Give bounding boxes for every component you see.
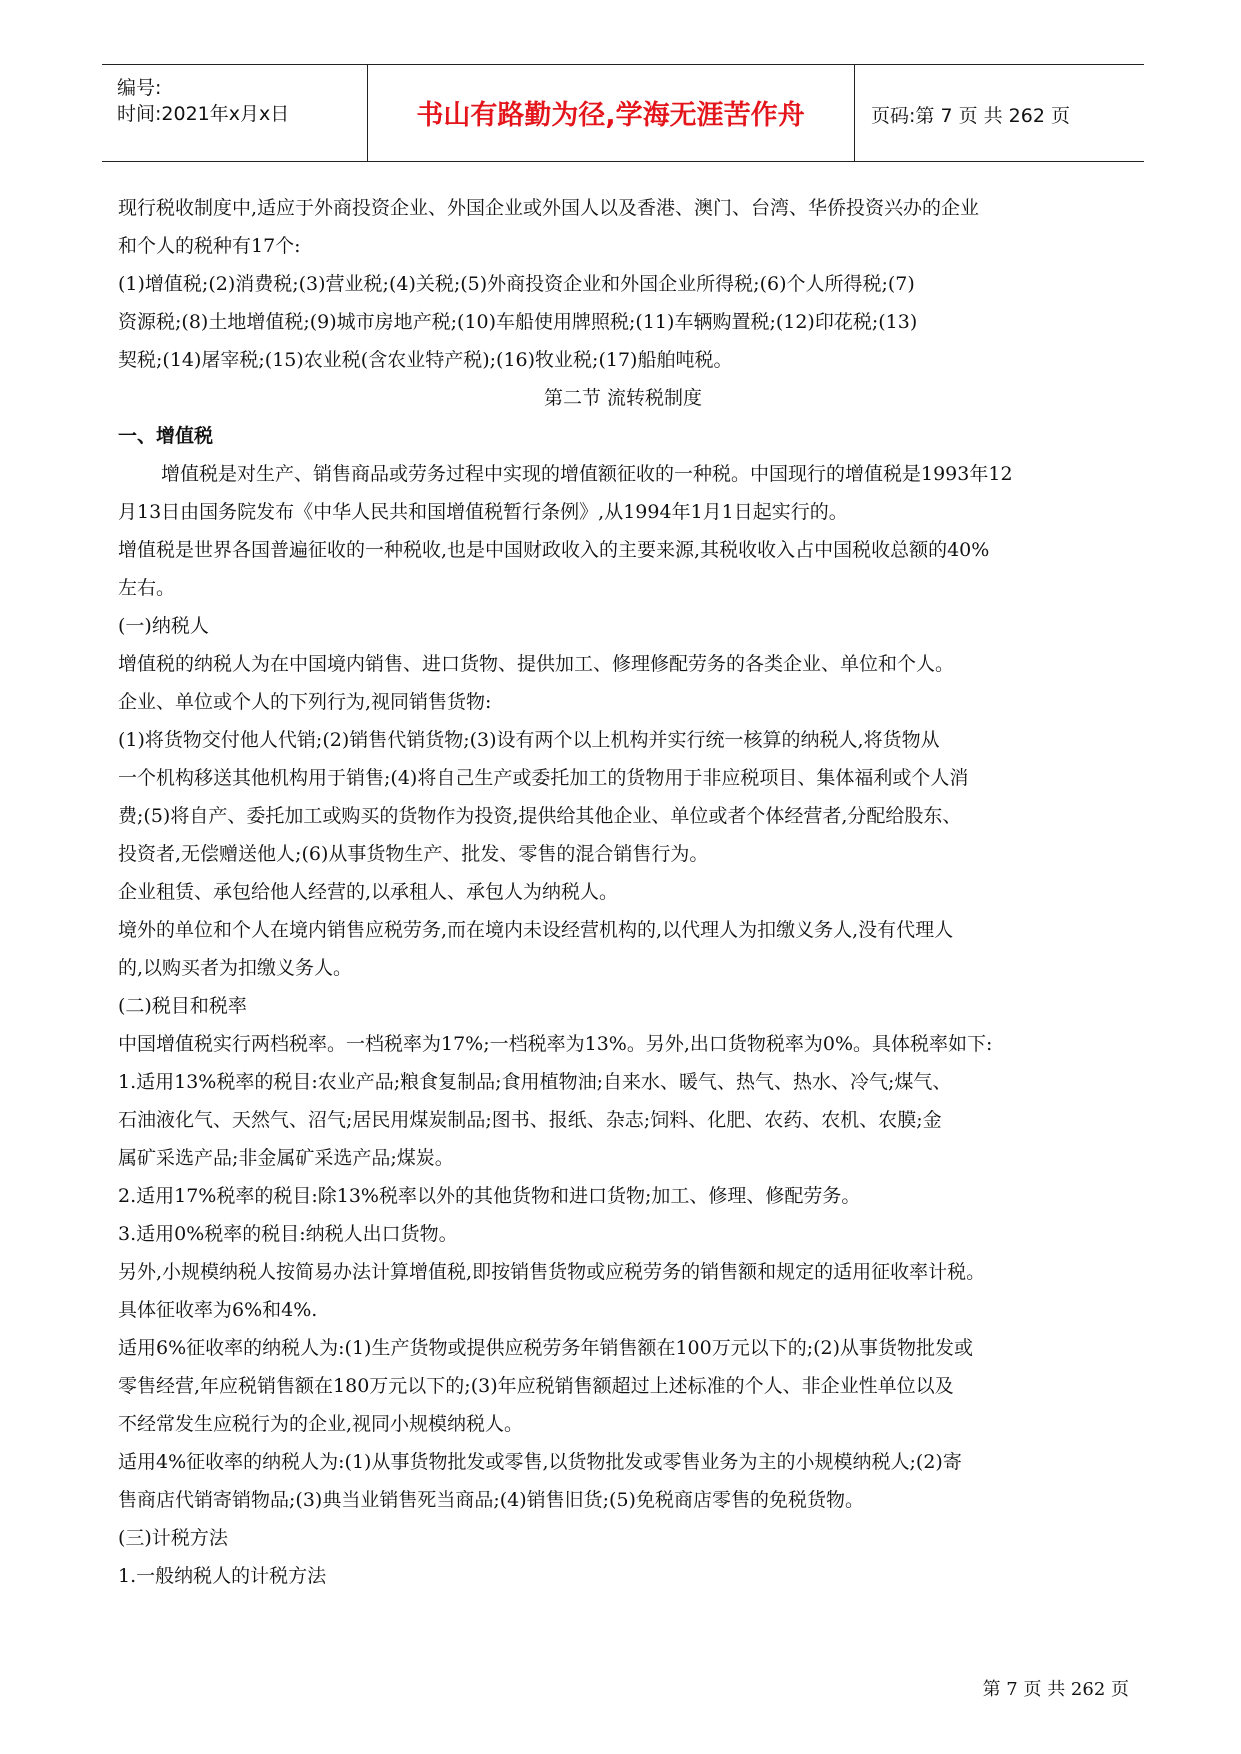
paragraph-line: 现行税收制度中,适应于外商投资企业、外国企业或外国人以及香港、澳门、台湾、华侨投资兴办的企业 [118, 197, 980, 219]
document-body [118, 189, 1128, 1595]
header-page-info: 页码:第 7 页 共 262 页 [871, 105, 1070, 127]
header-page-cell [854, 65, 1144, 161]
paragraph-line: 企业、单位或个人的下列行为,视同销售货物: [118, 691, 492, 713]
page-footer: 第 7 页 共 262 页 [982, 1679, 1129, 1700]
paragraph-line: 增值税的纳税人为在中国境内销售、进口货物、提供加工、修理修配劳务的各类企业、单位和个人。 [118, 653, 955, 675]
paragraph-line: 属矿采选产品;非金属矿采选产品;煤炭。 [118, 1147, 454, 1169]
paragraph-line: 一个机构移送其他机构用于销售;(4)将自己生产或委托加工的货物用于非应税项目、集体福利或个人消 [118, 767, 969, 789]
paragraph-line: 另外,小规模纳税人按简易办法计算增值税,即按销售货物或应税劳务的销售额和规定的适用征收率计税。 [118, 1261, 986, 1283]
page-header [102, 64, 1144, 162]
paragraph-line: 适用6%征收率的纳税人为:(1)生产货物或提供应税劳务年销售额在100万元以下的;(2)从事货物批发或 [118, 1337, 974, 1359]
paragraph-line: (1)增值税;(2)消费税;(3)营业税;(4)关税;(5)外商投资企业和外国企业所得税;(6)个人所得税;(7) [118, 273, 915, 295]
subsection-heading: (二)税目和税率 [118, 995, 247, 1017]
paragraph-line: 左右。 [118, 577, 176, 599]
paragraph-line: 售商店代销寄销物品;(3)典当业销售死当商品;(4)销售旧货;(5)免税商店零售的免税货物。 [118, 1489, 864, 1511]
paragraph-line: 不经常发生应税行为的企业,视同小规模纳税人。 [118, 1413, 524, 1435]
paragraph-line: 零售经营,年应税销售额在180万元以下的;(3)年应税销售额超过上述标准的个人、非企业性单位以及 [118, 1375, 954, 1397]
paragraph-line: 资源税;(8)土地增值税;(9)城市房地产税;(10)车船使用牌照税;(11)车辆购置税;(12)印花税;(13) [118, 311, 918, 333]
paragraph-line: 月13日由国务院发布《中华人民共和国增值税暂行条例》,从1994年1月1日起实行的。 [118, 501, 848, 523]
paragraph-line: 1.适用13%税率的税目:农业产品;粮食复制品;食用植物油;自来水、暖气、热气、热水、冷气;煤气、 [118, 1071, 952, 1093]
paragraph-line: 的,以购买者为扣缴义务人。 [118, 957, 353, 979]
paragraph-line: 3.适用0%税率的税目:纳税人出口货物。 [118, 1223, 458, 1245]
paragraph-line: 适用4%征收率的纳税人为:(1)从事货物批发或零售,以货物批发或零售业务为主的小规模纳税人;(2)寄 [118, 1451, 962, 1473]
paragraph-line: 企业租赁、承包给他人经营的,以承租人、承包人为纳税人。 [118, 881, 619, 903]
paragraph-line: 1.一般纳税人的计税方法 [118, 1565, 327, 1587]
subsection-heading: (三)计税方法 [118, 1527, 228, 1549]
paragraph-line: 投资者,无偿赠送他人;(6)从事货物生产、批发、零售的混合销售行为。 [118, 843, 709, 865]
paragraph-line: 境外的单位和个人在境内销售应税劳务,而在境内未设经营机构的,以代理人为扣缴义务人,没有代理人 [118, 919, 954, 941]
section-title: 第二节 流转税制度 [543, 387, 703, 409]
paragraph-line: 具体征收率为6%和4%. [118, 1299, 318, 1321]
paragraph-line: 费;(5)将自产、委托加工或购买的货物作为投资,提供给其他企业、单位或者个体经营者,分配给股东、 [118, 805, 962, 827]
section-heading: 一、增值税 [118, 425, 214, 447]
header-meta-cell [102, 65, 368, 161]
paragraph-line: 契税;(14)屠宰税;(15)农业税(含农业特产税);(16)牧业税;(17)船舶吨税。 [118, 349, 733, 371]
header-motto-cell [367, 65, 855, 161]
document-time-label: 时间:2021年x月x日 [117, 103, 290, 125]
header-motto: 书山有路勤为径,学海无涯苦作舟 [416, 100, 805, 131]
paragraph-line: 和个人的税种有17个: [118, 235, 301, 257]
paragraph-line: 增值税是世界各国普遍征收的一种税收,也是中国财政收入的主要来源,其税收收入占中国税收总额的40% [118, 539, 990, 561]
paragraph-line: 石油液化气、天然气、沼气;居民用煤炭制品;图书、报纸、杂志;饲料、化肥、农药、农机、农膜;金 [118, 1109, 942, 1131]
paragraph-line: (1)将货物交付他人代销;(2)销售代销货物;(3)设有两个以上机构并实行统一核算的纳税人,将货物从 [118, 729, 940, 751]
document-number-label: 编号: [117, 77, 162, 99]
paragraph-line: 增值税是对生产、销售商品或劳务过程中实现的增值额征收的一种税。中国现行的增值税是1993年12 [161, 463, 1013, 485]
paragraph-line: 2.适用17%税率的税目:除13%税率以外的其他货物和进口货物;加工、修理、修配劳务。 [118, 1185, 861, 1207]
subsection-heading: (一)纳税人 [118, 615, 209, 637]
paragraph-line: 中国增值税实行两档税率。一档税率为17%;一档税率为13%。另外,出口货物税率为0%。具体税率如下: [118, 1033, 993, 1055]
